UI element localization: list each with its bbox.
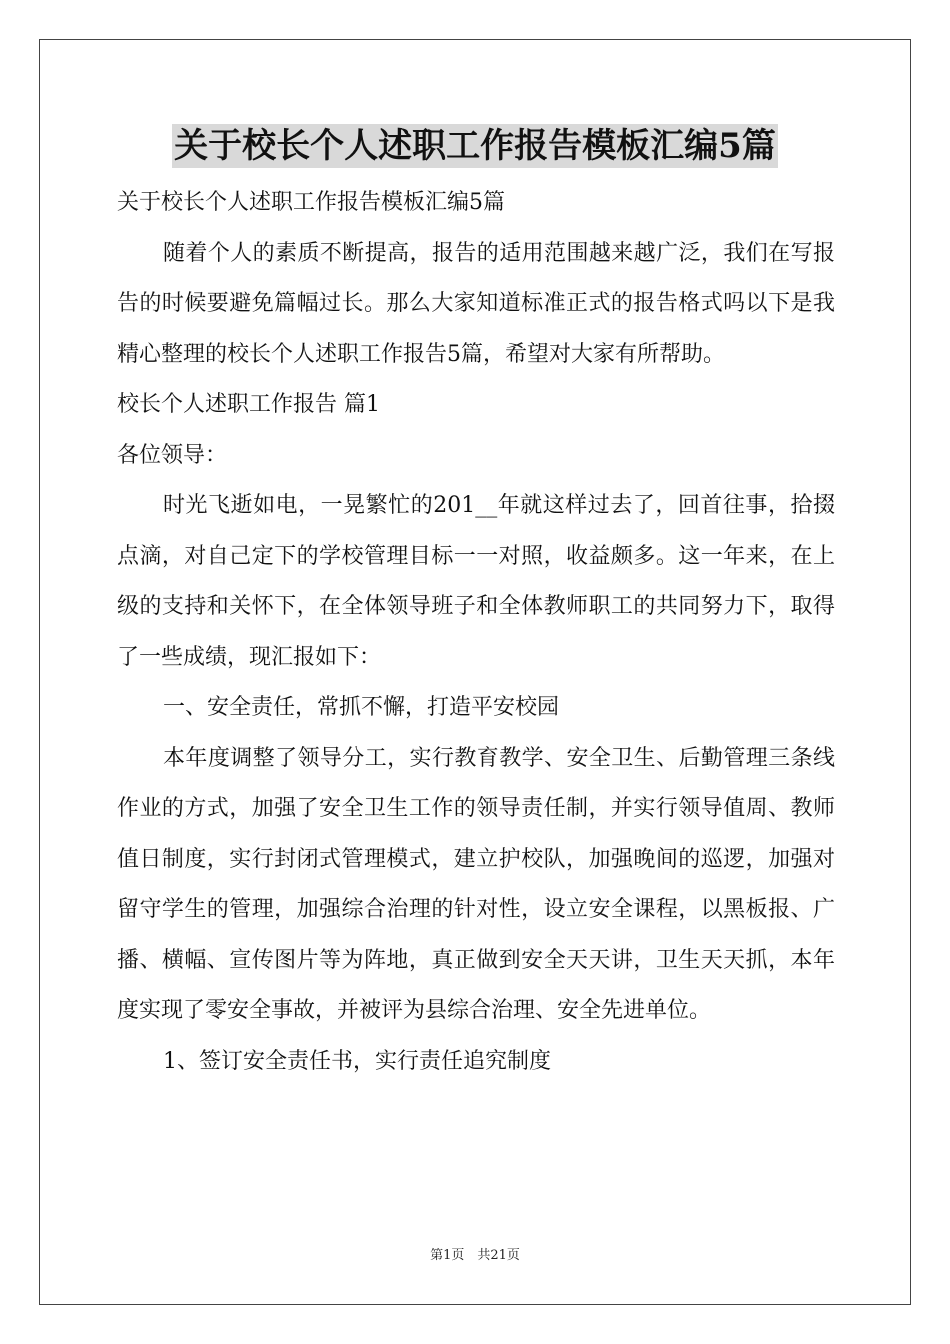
title-container: [0, 124, 950, 168]
paragraph-intro: 随着个人的素质不断提高，报告的适用范围越来越广泛，我们在写报告的时候要避免篇幅过长。那么大家知道标准正式的报告格式吗以下是我精心整理的校长个人述职工作报告5篇，希望对大家有所帮助。: [117, 240, 835, 367]
paragraph-opening: 时光飞逝如电，一晃繁忙的201__年就这样过去了，回首往事，拾掇点滴，对自己定下的学校管理目标一一对照，收益颇多。这一年来，在上级的支持和关怀下，在全体领导班子和全体教师职工的共同努力下，取得了一些成绩，现汇报如下：: [117, 493, 835, 670]
page-number-footer: 第1页 共21页: [430, 1248, 520, 1263]
paragraph-safety-body: 本年度调整了领导分工，实行教育教学、安全卫生、后勤管理三条线作业的方式，加强了安全卫生工作的领导责任制，并实行领导值周、教师值日制度，实行封闭式管理模式，建立护校队，加强晚间的巡逻，加强对留守学生的管理，加强综合治理的针对性，设立安全课程，以黑板报、广播、横幅、宣传图片等为阵地，真正做到安全天天讲，卫生天天抓，本年度实现了零安全事故，并被评为县综合治理、安全先进单位。: [117, 745, 835, 1023]
paragraph-section-heading: 校长个人述职工作报告 篇1: [117, 392, 380, 417]
paragraph-subheading-responsibility: 1、签订安全责任书，实行责任追究制度: [163, 1048, 551, 1074]
paragraph-salutation: 各位领导：: [117, 442, 228, 468]
paragraph-subtitle: 关于校长个人述职工作报告模板汇编5篇: [117, 190, 505, 215]
paragraph-heading-safety: 一、安全责任，常抓不懈，打造平安校园: [163, 695, 560, 720]
document-body: [117, 178, 835, 1087]
document-title: 关于校长个人述职工作报告模板汇编5篇: [174, 126, 776, 166]
